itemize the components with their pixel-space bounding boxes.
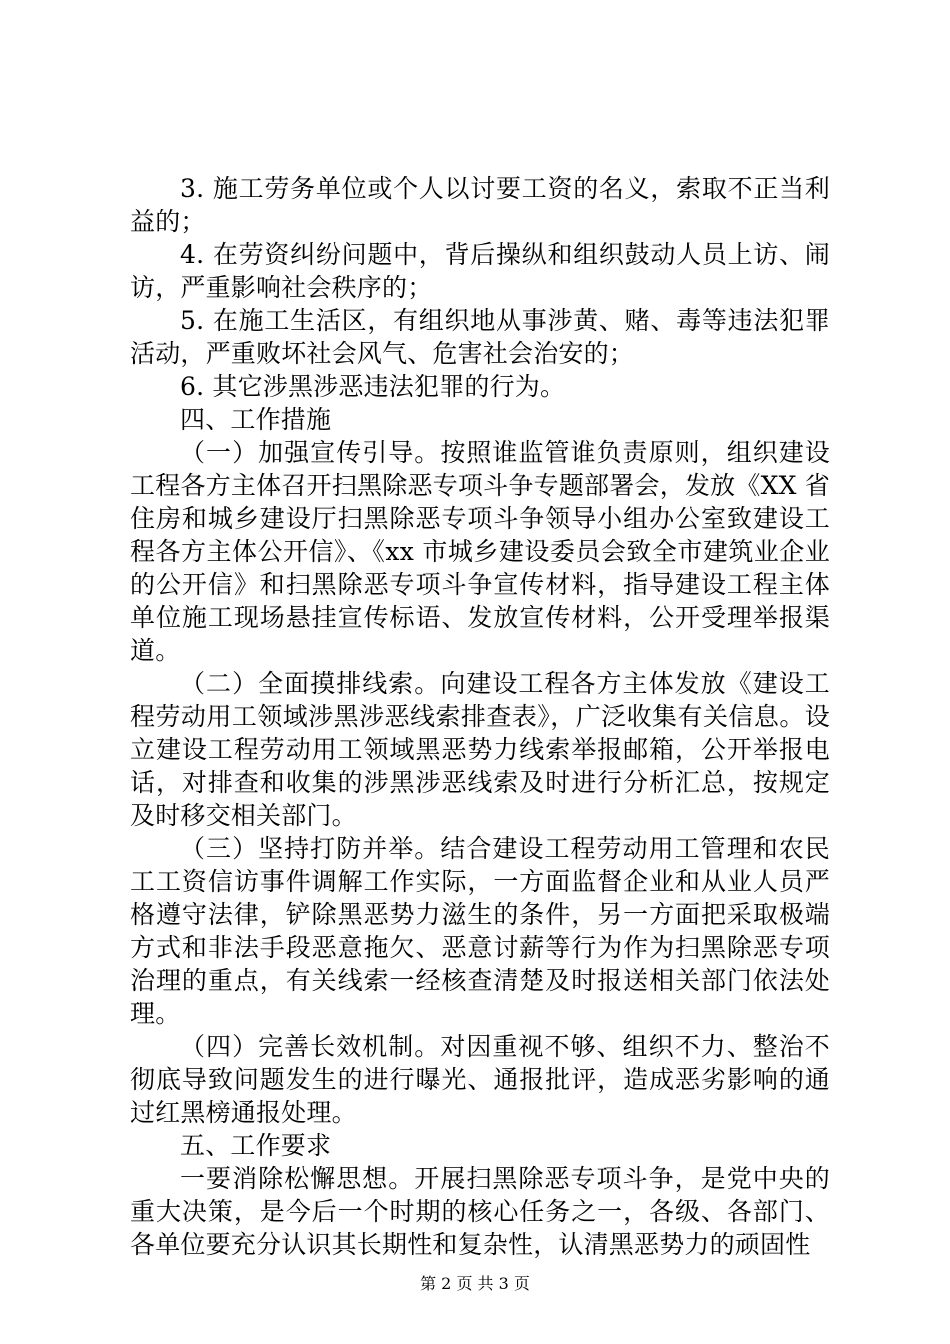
- measure-paragraph-4: （四）完善长效机制。对因重视不够、组织不力、整治不彻底导致问题发生的进行曝光、通报批评，造成恶劣影响的通过红黑榜通报处理。: [130, 1032, 830, 1127]
- list-item-3: 3. 施工劳务单位或个人以讨要工资的名义，索取不正当利益的；: [130, 174, 830, 236]
- list-item-6: 6. 其它涉黑涉恶违法犯罪的行为。: [180, 372, 566, 401]
- list-item-5: 5. 在施工生活区，有组织地从事涉黄、赌、毒等违法犯罪活动，严重败坏社会风气、危害社会治安的；: [130, 306, 830, 368]
- list-item-4: 4. 在劳资纠纷问题中，背后操纵和组织鼓动人员上访、闹访，严重影响社会秩序的；: [130, 240, 830, 302]
- document-body: [130, 172, 830, 1261]
- measure-paragraph-1: （一）加强宣传引导。按照谁监管谁负责原则，组织建设工程各方主体召开扫黑除恶专项斗争专题部署会，发放《XX 省住房和城乡建设厅扫黑除恶专项斗争领导小组办公室致建设工程各方主体公开信》、《xx 市城乡建设委员会致全市建筑业企业的公开信》和扫黑除恶专项斗争宣传材料，指导建设工程主体单位施工现场悬挂宣传标语、发放宣传材料，公开受理举报渠道。: [130, 438, 830, 665]
- measure-paragraph-3: （三）坚持打防并举。结合建设工程劳动用工管理和农民工工资信访事件调解工作实际，一方面监督企业和从业人员严格遵守法律，铲除黑恶势力滋生的条件，另一方面把采取极端方式和非法手段恶意拖欠、恶意讨薪等行为作为扫黑除恶专项治理的重点，有关线索一经核查清楚及时报送相关部门依法处理。: [130, 834, 830, 1028]
- measure-paragraph-2: （二）全面摸排线索。向建设工程各方主体发放《建设工程劳动用工领域涉黑涉恶线索排查表》，广泛收集有关信息。设立建设工程劳动用工领域黑恶势力线索举报邮箱，公开举报电话，对排查和收集的涉黑涉恶线索及时进行分析汇总，按规定及时移交相关部门。: [130, 669, 830, 830]
- section-heading-4: 四、工作措施: [180, 405, 332, 434]
- requirement-paragraph-1: 一要消除松懈思想。开展扫黑除恶专项斗争，是党中央的重大决策，是今后一个时期的核心任务之一，各级、各部门、各单位要充分认识其长期性和复杂性，认清黑恶势力的顽固性: [130, 1164, 830, 1259]
- page-footer: 第 2 页 共 3 页: [420, 1274, 530, 1293]
- section-heading-5: 五、工作要求: [180, 1131, 332, 1160]
